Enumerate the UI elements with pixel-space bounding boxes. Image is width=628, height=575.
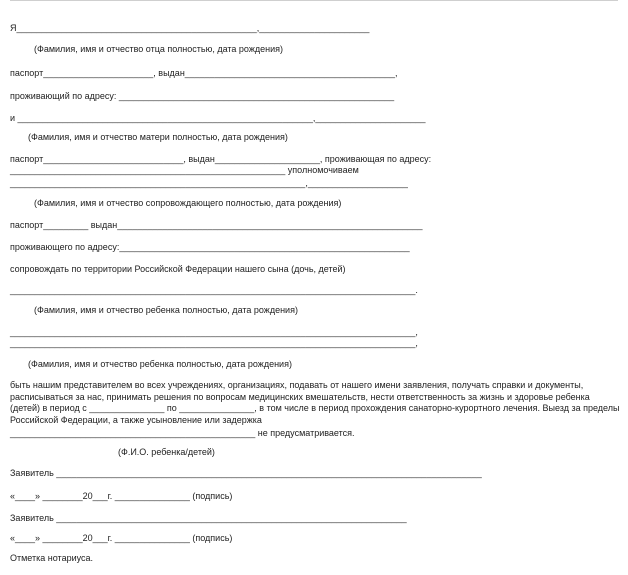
line-address-companion: проживающего по адресу:__________________________________________________________ (10, 242, 410, 252)
line-passport-companion: паспорт_________ выдан_____________________________________________________________ (10, 220, 423, 230)
line-address-father: проживающий по адресу: _______________________________________________________ (10, 91, 395, 101)
line-applicant-1: Заявитель _____________________________________________________________________________________ (10, 468, 482, 478)
caption-child-2: (Фамилия, имя и отчество ребенка полностью, дата рождения) (28, 359, 292, 369)
authorization-paragraph: быть нашим представителем во всех учреждениях, организациях, подавать от нашего имени заявления, получать справки и документы, расписываться за нас, принимать решения по вопросам медицинских вмешательств, нести ответственность за жизнь и здоровье ребенка (детей) в период с _______________ по _______________, в том числе в период прохождения санаторно-курортного лечения. Выезд за пределы Российской Федерации, а также усыновление или задержка (10, 380, 620, 425)
line-blank-3: _________________________________________________________________________________, (10, 327, 418, 337)
caption-mother: (Фамилия, имя и отчество матери полностью, дата рождения) (28, 132, 288, 142)
line-date-signature-2: «____» ________20___г. _______________ (подпись) (10, 533, 233, 543)
line-blank-2: _________________________________________________________________________________. (10, 285, 418, 295)
line-accompany: сопровождать по территории Российской Федерации нашего сына (дочь, детей) (10, 264, 346, 274)
line-authorize: _______________________________________________________ уполномочиваем (10, 165, 359, 175)
line-passport-mother: паспорт____________________________, выдан_____________________, проживающая по адресу: (10, 154, 432, 164)
line-and: и ___________________________________________________________,______________________ (10, 113, 426, 123)
caption-father: (Фамилия, имя и отчество отца полностью, дата рождения) (34, 44, 283, 54)
line-not-provided: _________________________________________________ не предусматривается. (10, 428, 355, 438)
line-passport-father: паспорт______________________, выдан__________________________________________, (10, 68, 398, 78)
caption-child-1: (Фамилия, имя и отчество ребенка полностью, дата рождения) (34, 305, 298, 315)
line-applicant-2: Заявитель ______________________________________________________________________ (10, 513, 407, 523)
notary-mark: Отметка нотариуса. (10, 553, 94, 563)
caption-fio: (Ф.И.О. ребенка/детей) (118, 447, 215, 457)
line-blank-4: _________________________________________________________________________________, (10, 338, 418, 348)
caption-companion: (Фамилия, имя и отчество сопровождающего полностью, дата рождения) (34, 198, 342, 208)
top-rule (10, 0, 618, 1)
line-blank-1: ___________________________________________________________,____________________ (10, 178, 408, 188)
line-date-signature-1: «____» ________20___г. _______________ (подпись) (10, 491, 233, 501)
line-ya: Я________________________________________________,______________________ (10, 23, 370, 33)
